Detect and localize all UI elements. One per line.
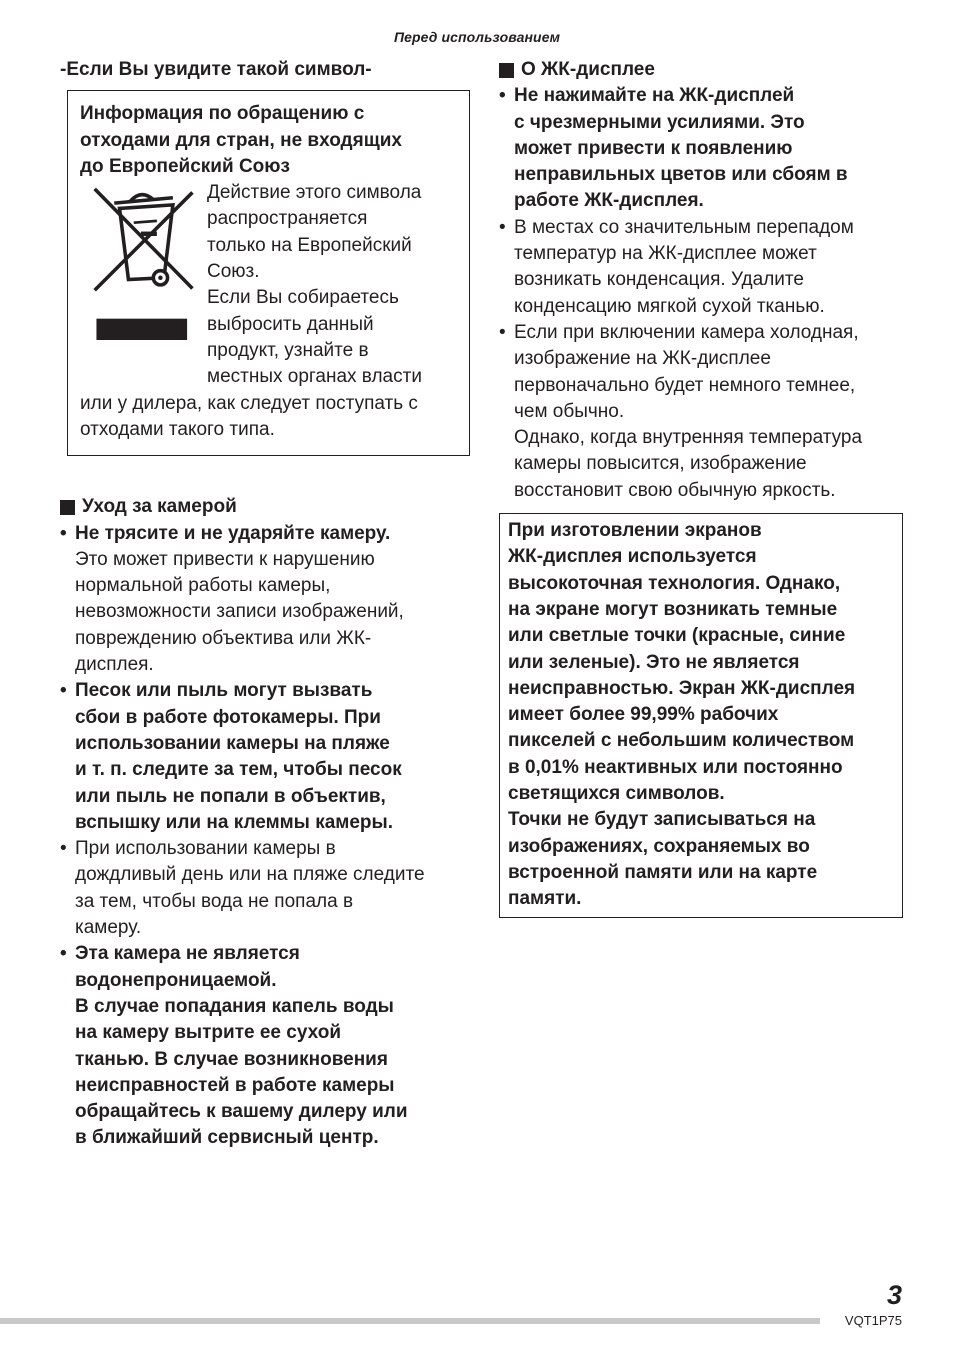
bold-line: и т. п. следите за тем, чтобы песок [75,759,402,781]
text-line: повреждению объектива или ЖК- [75,627,372,649]
waste-disposal-box [67,90,470,456]
waste-box-body [80,180,459,443]
right-column [499,57,903,918]
text-line: дождливый день или на пляже следите [75,864,425,886]
text-line: камеру. [75,917,142,939]
symbol-heading: -Если Вы увидите такой символ- [60,59,372,80]
text-line: температур на ЖК-дисплее может [514,243,817,265]
waste-rest-text [80,391,459,444]
text-line: дисплея. [75,654,154,676]
notice-line: или зеленые). Это не является [508,651,800,673]
notice-line: изображениях, сохраняемых во [508,835,810,857]
bullet-icon: • [60,943,67,965]
waste-title-line: Информация по обращению с [80,103,365,125]
left-column [60,57,470,1152]
waste-side-line: только на Европейский [207,234,412,256]
bold-line: может привести к появлению [514,137,793,159]
bold-line: Не нажимайте на ЖК-дисплей [514,85,795,107]
waste-side-line: выбросить данный [207,313,374,335]
notice-line: При изготовлении экранов [508,520,762,542]
text-line: изображение на ЖК-дисплее [514,348,771,370]
list-item [499,320,903,504]
waste-title-line: отходами для стран, не входящих [80,129,402,151]
section-square-icon [60,500,75,515]
notice-line: ЖК-дисплея используется [508,546,757,568]
lcd-list [499,83,903,504]
bold-line: Песок или пыль могут вызвать [75,680,373,702]
bold-line: Эта камера не является [75,943,300,965]
bold-line: с чрезмерными усилиями. Это [514,111,805,133]
text-line: В местах со значительным перепадом [514,216,854,238]
text-line: При использовании камеры в [75,838,336,860]
notice-line: на экране могут возникать темные [508,598,838,620]
notice-line: имеет более 99,99% рабочих [508,704,779,726]
list-item [60,678,470,836]
notice-line: в 0,01% неактивных или постоянно [508,756,843,778]
lcd-section-title [499,57,903,83]
text-line: нормальной работы камеры, [75,575,331,597]
page-number: 3 [886,1280,902,1310]
notice-line: пикселей с небольшим количеством [508,730,855,752]
text-line: за тем, чтобы вода не попала в [75,890,354,912]
bold-line: или пыль не попали в объектив, [75,785,386,807]
text-line: восстановит свою обычную яркость. [514,479,836,501]
notice-line: Точки не будут записываться на [508,809,816,831]
waste-side-line: местных органах власти [207,366,422,388]
bold-line: работе ЖК-дисплея. [514,190,704,212]
text-line: Если при включении камера холодная, [514,321,859,343]
care-list [60,521,470,1152]
notice-line: или светлые точки (красные, синие [508,625,846,647]
bullet-icon: • [60,522,67,544]
text-line: камеры повысится, изображение [514,453,807,475]
bullet-icon: • [60,680,67,702]
text-line: Однако, когда внутренняя температура [514,427,863,449]
care-section-title-text: Уход за камерой [82,496,237,518]
bullet-icon: • [499,216,506,238]
bold-line: в ближайший сервисный центр. [75,1127,379,1149]
running-header: Перед использованием [393,29,561,45]
notice-line: памяти. [508,888,582,910]
text-line: конденсацию мягкой сухой тканью. [514,295,825,317]
text-line: Это может привести к нарушению [75,548,375,570]
text-line: первоначально будет немного темнее, [514,374,856,396]
section-square-icon [499,63,514,78]
notice-line: светящихся символов. [508,783,725,805]
bold-line: вспышку или на клеммы камеры. [75,811,393,833]
bullet-icon: • [499,85,506,107]
list-item [60,836,470,941]
waste-rest-line: или у дилера, как следует поступать с [80,392,418,414]
waste-side-line: распространяется [207,208,368,230]
bold-line: использовании камеры на пляже [75,732,390,754]
list-item [499,83,903,214]
document-code: VQT1P75 [844,1313,902,1328]
list-item [499,215,903,320]
bullet-icon: • [499,321,506,343]
crossed-out-wheelie-bin-icon [80,180,216,340]
waste-rest-line: отходами такого типа. [80,418,275,440]
waste-side-line: Действие этого символа [207,182,422,204]
bold-line: Не трясите и не ударяйте камеру. [75,522,391,544]
text-line: чем обычно. [514,400,625,422]
bold-line: на камеру вытрите ее сухой [75,1022,342,1044]
lcd-section-title-text: О ЖК-дисплее [521,59,655,80]
bold-line: тканью. В случае возникновения [75,1048,388,1070]
notice-line: неисправностью. Экран ЖК-дисплея [508,677,856,699]
bold-line: обращайтесь к вашему дилеру или [75,1101,408,1123]
care-section-title [60,494,470,520]
list-item [60,941,470,1151]
bold-line: В случае попадания капель воды [75,995,394,1017]
bold-line: водонепроницаемой. [75,969,277,991]
waste-side-line: Если Вы собираетесь [207,287,399,309]
bold-line: неисправностей в работе камеры [75,1074,395,1096]
bold-line: неправильных цветов или сбоям в [514,164,848,186]
waste-title-line: до Европейский Союз [80,155,290,177]
bold-line: сбои в работе фотокамеры. При [75,706,381,728]
lcd-notice-box [499,513,903,917]
bullet-icon: • [60,838,67,860]
waste-box-title [80,101,459,180]
waste-side-line: продукт, узнайте в [207,339,369,361]
waste-side-line: Союз. [207,261,260,283]
footer-rule [0,1318,820,1324]
notice-line: высокоточная технология. Однако, [508,572,841,594]
text-line: невозможности записи изображений, [75,601,404,623]
text-line: возникать конденсация. Удалите [514,269,804,291]
notice-line: встроенной памяти или на карте [508,861,818,883]
list-item [60,521,470,679]
